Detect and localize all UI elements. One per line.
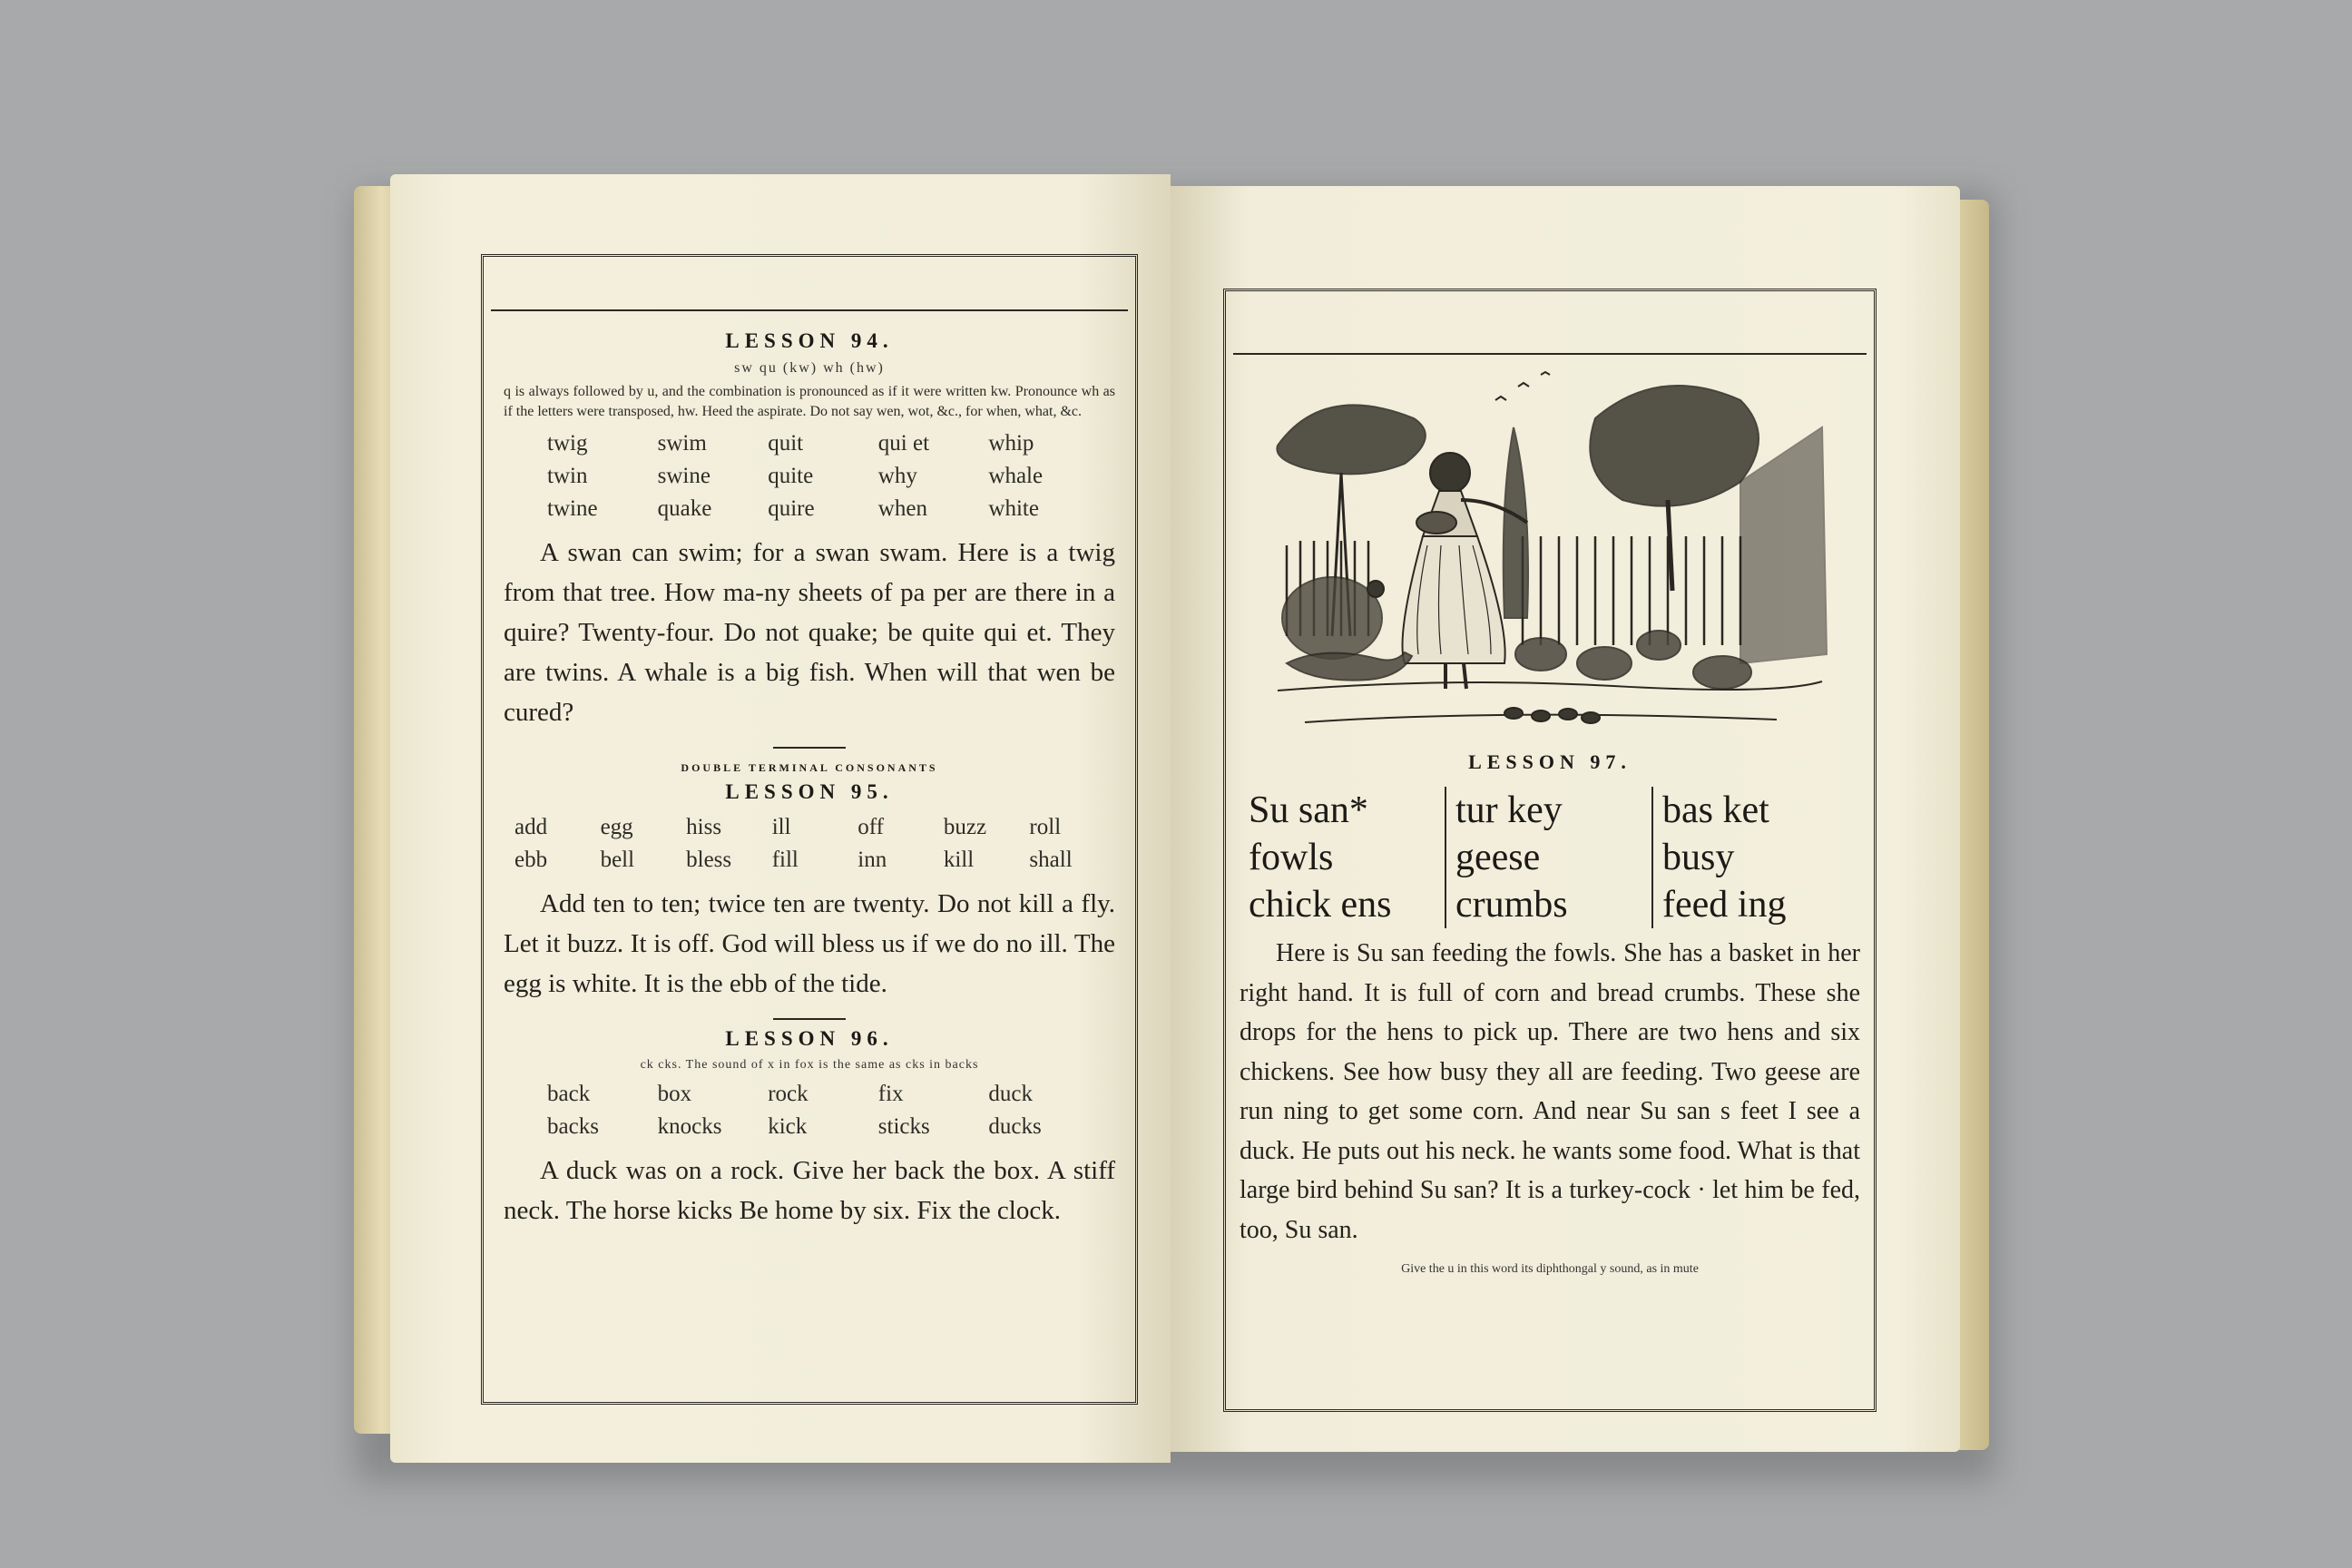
lesson-97-paragraph: Here is Su san feeding the fowls. She has a basket in her right hand. It is full of corn and bread crumbs. These she drops for the hens to pick up. There are two hens and six chickens. See how busy they all are feeding. Two geese are run ning to get some corn. And near Su san s feet I see a duck. He puts out his neck. he wants some food. What is that large bird behind Su san? It is a turkey-cock · let him be fed, too, Su san. (1240, 939, 1860, 1244)
word: twig (547, 431, 588, 456)
word: why (877, 464, 917, 488)
word-column (1240, 787, 1446, 928)
word: hiss (686, 815, 722, 839)
word: twine (547, 496, 598, 521)
word: shall (1029, 848, 1073, 872)
lesson-95-title: LESSON 95. (725, 780, 894, 803)
word: fowls (1249, 837, 1334, 878)
lesson-95-paragraph: Add ten to ten; twice ten are twenty. Do not kill a fly. Let it buzz. It is off. God will bless us if we do no ill. The egg is white. It is the ebb of the tide. (504, 889, 1115, 998)
right-page-frame (1223, 289, 1877, 1412)
word: knocks (657, 1114, 722, 1139)
lesson-96-title: LESSON 96. (725, 1027, 894, 1050)
word: swim (657, 431, 707, 456)
word: kick (768, 1114, 808, 1139)
word: whip (988, 431, 1034, 456)
lesson-95-word-grid (504, 811, 1115, 877)
left-page-frame (481, 254, 1138, 1405)
word: when (877, 496, 927, 521)
lesson-94-note: q is always followed by u, and the combination is pronounced as if it were written kw. Pronounce wh as if the letters were transposed, hw. Heed the aspirate. Do not say wen, wot, &c., for when, what, &c. (504, 384, 1115, 419)
word: crumbs (1455, 884, 1568, 926)
word: quit (768, 431, 804, 456)
word: qui et (877, 431, 930, 456)
word: busy (1662, 837, 1735, 878)
lesson-97-title: LESSON 97. (1468, 750, 1632, 773)
word: tur key (1455, 789, 1563, 831)
word: add (514, 815, 548, 839)
word: white (988, 496, 1039, 521)
word: Su san* (1249, 789, 1368, 831)
word: duck (988, 1082, 1033, 1106)
right-page (1171, 186, 1960, 1452)
word: geese (1455, 837, 1541, 878)
lesson-94-title: LESSON 94. (725, 329, 894, 352)
lesson-97-word-columns (1240, 787, 1860, 928)
lesson-94-subhead: sw qu (kw) wh (hw) (734, 360, 885, 376)
word: feed ing (1662, 884, 1787, 926)
left-page (390, 174, 1171, 1463)
word: bas ket (1662, 789, 1769, 831)
word: rock (768, 1082, 808, 1106)
lesson-97-footnote: Give the u in this word its diphthongal y sound, as in mute (1401, 1262, 1699, 1276)
word: ill (771, 815, 791, 839)
divider (773, 747, 846, 749)
word: ducks (988, 1114, 1042, 1139)
lesson-96-subhead: ck cks. The sound of x in fox is the same as cks in backs (640, 1058, 979, 1072)
word: bell (600, 848, 635, 872)
word-column (1446, 787, 1653, 928)
engraving-illustration (1269, 364, 1831, 745)
word: fill (771, 848, 799, 872)
lesson-95-section-head: DOUBLE TERMINAL CONSONANTS (681, 761, 938, 774)
lesson-94-word-grid (504, 427, 1115, 525)
lesson-96-paragraph: A duck was on a rock. Give her back the box. A stiff neck. The horse kicks Be home by six. Fix the clock. (504, 1156, 1115, 1225)
word: roll (1029, 815, 1062, 839)
word: kill (943, 848, 975, 872)
word: ebb (514, 848, 548, 872)
word-column (1653, 787, 1860, 928)
word: whale (988, 464, 1044, 488)
word: egg (600, 815, 633, 839)
word: off (858, 815, 884, 839)
girl-feeding-fowls-engraving (1269, 364, 1831, 745)
word: inn (858, 848, 887, 872)
word: chick ens (1249, 884, 1392, 926)
divider (773, 1018, 846, 1020)
word: swine (657, 464, 710, 488)
left-page-content (504, 311, 1115, 1230)
word: quite (768, 464, 814, 488)
word: quire (768, 496, 815, 521)
word: fix (877, 1082, 904, 1106)
frame-top-rule (1233, 353, 1867, 355)
word: sticks (877, 1114, 930, 1139)
lesson-96-word-grid (504, 1078, 1115, 1143)
lesson-94-paragraph: A swan can swim; for a swan swam. Here is a twig from that tree. How ma-ny sheets of pa per are there in a quire? Twenty-four. Do not quake; be quite qui et. They are twins. A whale is a big fish. When will that wen be cured? (504, 538, 1115, 727)
right-page-content (1240, 364, 1860, 1277)
word: twin (547, 464, 588, 488)
word: buzz (943, 815, 987, 839)
word: box (657, 1082, 692, 1106)
word: backs (547, 1114, 599, 1139)
word: bless (686, 848, 732, 872)
word: quake (657, 496, 712, 521)
word: back (547, 1082, 591, 1106)
